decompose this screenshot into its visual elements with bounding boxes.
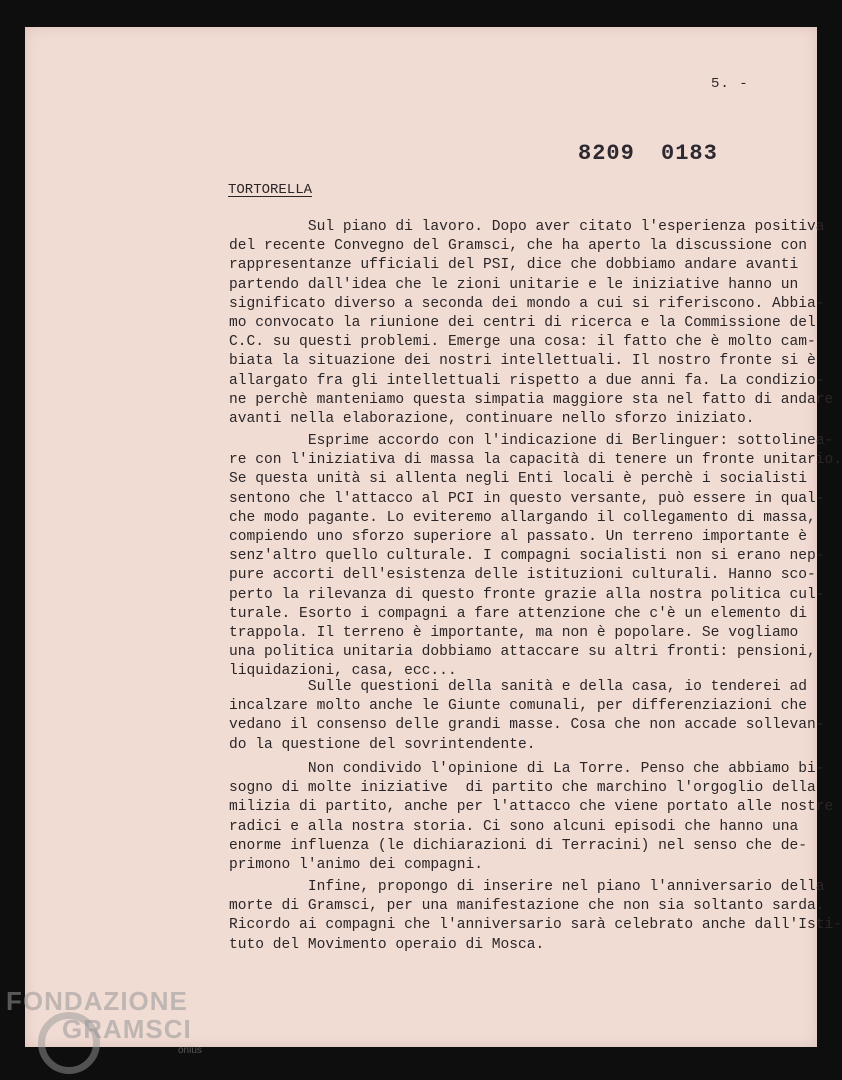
speaker-heading: TORTORELLA (228, 182, 313, 198)
paragraph-1: Sul piano di lavoro. Dopo aver citato l'esperienza del recente Convegno del Gramsci, che ha aperto la discussione rappresentanze ufficiali del PSI, dice che dobbiamo andare avanti partendo dall'idea che le zioni unitarie e le iniziative hanno significato diverso a seconda dei mondo a cui si riferiscono. mo convocato la riunione dei centri di ricerca e la Commissione C.C. su questi problemi. Emerge una cosa: il fatto che è molto biata la situazione dei nostri intellettuali. Il nostro fronte allargato fra gli intellettuali rispetto a due anni fa. La condizio- ne perchè manteniamo questa simpatia maggiore sta nel fatto di avanti nella elaborazione, continuare nello sforzo iniziato. (229, 219, 825, 428)
paragraph-2: Esprime accordo con l'indicazione di Berlinguer: sottolinea- re con l'iniziativa di massa la capacità di tenere un fronte Se questa unità si allenta negli Enti locali è perchè i socialisti sentono che l'attacco al PCI in questo versante, può essere in che modo pagante. Lo eviteremo allargando il collegamento di compiendo uno sforzo superiore al passato. Un terreno importante senz'altro quello culturale. I compagni socialisti non si erano pure accorti dell'esistenza delle istituzioni culturali. Hanno perto la rilevanza di questo fronte grazie alla nostra politica turale. Esorto i compagni a fare attenzione che c'è un elemento trappola. Il terreno è importante, ma non è popolare. Se vogliamo una politica unitaria dobbiamo attaccare su altri fronti: pensioni, liquidazioni, casa, ecc... (229, 433, 834, 680)
gramsci-logo-icon (38, 1012, 100, 1074)
paragraph-5: Infine, propongo di inserire nel piano l'anniversario morte di Gramsci, per una manifestazione che non sia soltanto Ricordo ai compagni che l'anniversario sarà celebrato anche tuto del Movimento operaio di Mosca. (229, 879, 772, 953)
paragraph-3: Sulle questioni della sanità e della casa, io tenderei incalzare molto anche le Giunte comunali, per differenziazioni vedano il consenso delle grandi masse. Cosa che non accade sollevan- do la questione del sovrintendente. (229, 679, 825, 753)
watermark-line-2: GRAMSCI (62, 1014, 192, 1044)
watermark-line-1: FONDAZIONE (6, 986, 188, 1016)
archive-code-stamp: 8209 0183 (578, 141, 718, 166)
paragraph-4: Non condivido l'opinione di La Torre. Penso che abbiamo sogno di molte iniziative di partito che marchino l'orgoglio milizia di partito, anche per l'attacco che viene portato alle radici e alla nostra storia. Ci sono alcuni episodi che hanno una enorme influenza (le dichiarazioni di Terracini) nel senso che primono l'animo dei compagni. (229, 761, 799, 874)
page-number: 5. - (711, 76, 749, 92)
watermark-suffix: onlus (178, 1045, 202, 1056)
fondazione-gramsci-watermark (6, 986, 202, 1056)
